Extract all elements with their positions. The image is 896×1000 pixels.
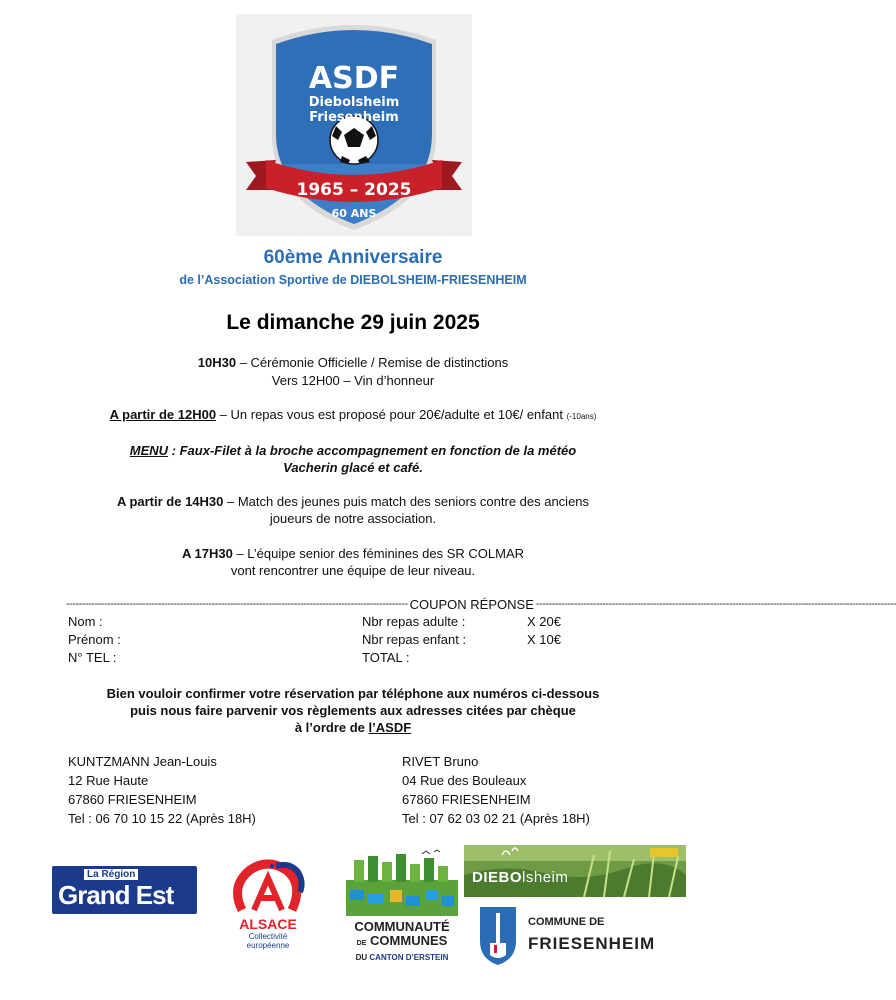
coupon-phone-label: N° TEL : — [68, 650, 117, 665]
alsace-emblem-icon — [228, 860, 308, 916]
anniversary-subtitle: de l’Association Sportive de DIEBOLSHEIM-FRIESENHEIM — [179, 273, 527, 287]
menu-line-1 — [0, 443, 706, 458]
coupon-firstname-label: Prénom : — [68, 632, 121, 647]
alsace-name: ALSACE — [239, 916, 297, 932]
contact-card-1 — [68, 752, 256, 828]
match-line-2: joueurs de notre association. — [269, 511, 437, 526]
contact-city: 67860 FRIESENHEIM — [68, 792, 197, 807]
ccce-mosaic-icon — [346, 850, 458, 916]
contact-street: 04 Rue des Bouleaux — [402, 773, 527, 788]
match-line-1 — [0, 494, 706, 509]
women-line-1 — [0, 546, 706, 561]
contact-name: RIVET Bruno — [402, 754, 479, 769]
friesenheim-logo — [464, 903, 686, 967]
friesenheim-shield-icon — [478, 905, 518, 967]
meal-text: – Un repas vous est proposé pour 20€/adulte et 10€/ enfant — [216, 407, 567, 422]
meal-note: (-10ans) — [566, 412, 597, 421]
menu-line-2: Vacherin glacé et café. — [283, 460, 423, 475]
ccce-line-1: COMMUNAUTÉ — [354, 919, 450, 934]
match-time: A partir de 14H30 — [116, 494, 224, 509]
alsace-sub-1: Collectivité — [248, 932, 288, 941]
anniversary-title: 60ème Anniversaire — [263, 247, 443, 268]
meal-time: A partir de 12H00 — [109, 407, 217, 422]
diebolsheim-text — [472, 869, 568, 886]
crest-line1: Diebolsheim — [308, 95, 400, 110]
wine-line: Vers 12H00 – Vin d’honneur — [271, 373, 435, 388]
coupon-child-price: X 10€ — [527, 632, 561, 647]
instructions-line-3 — [0, 720, 706, 735]
friesenheim-name: FRIESENHEIM — [528, 934, 656, 953]
crest-line2: Friesenheim — [309, 110, 399, 125]
alsace-logo — [228, 860, 308, 952]
ceremony-time: 10H30 — [197, 355, 237, 370]
grandest-top-text: La Région — [84, 869, 138, 880]
diebolsheim-logo — [464, 845, 686, 897]
diebolsheim-text-b: lsheim — [522, 869, 569, 886]
alsace-sub — [228, 932, 308, 950]
meal-line — [0, 407, 706, 422]
coupon-child-label: Nbr repas enfant : — [362, 632, 467, 647]
coupon-dash-right: ------------------------------------------------------------------------------------------------------------------ — [535, 598, 896, 610]
ceremony-text: – Cérémonie Officielle / Remise de distinctions — [236, 355, 509, 370]
alsace-sub-2: européenne — [246, 941, 290, 950]
crest-anniversary: 60 ANS — [331, 207, 377, 220]
contact-street: 12 Rue Haute — [68, 773, 149, 788]
event-date: Le dimanche 29 juin 2025 — [226, 311, 480, 334]
women-text-1: – L’équipe senior des féminines des SR COLMAR — [232, 546, 525, 561]
grand-est-logo — [52, 866, 197, 914]
women-line-2: vont rencontrer une équipe de leur niveau. — [230, 563, 476, 578]
ccce-line-3a: DU — [355, 953, 368, 962]
coupon-header — [66, 596, 896, 612]
ccce-line-3b: CANTON D’ERSTEIN — [369, 953, 449, 962]
instructions-line-2: puis nous faire parvenir vos règlements aux adresses citées par chèque — [130, 703, 576, 718]
contact-phone: Tel : 07 62 03 02 21 (Après 18H) — [402, 811, 590, 826]
coupon-dash-left: ------------------------------------------------------------------------------------------------------------ — [66, 598, 408, 610]
ccce-line-2b: COMMUNES — [370, 933, 448, 948]
menu-label: MENU — [129, 443, 169, 458]
contact-card-2 — [402, 752, 590, 828]
contact-city: 67860 FRIESENHEIM — [402, 792, 531, 807]
coupon-title: COUPON RÉPONSE — [409, 596, 534, 612]
contact-name: KUNTZMANN Jean-Louis — [68, 754, 217, 769]
match-text-1: – Match des jeunes puis match des seniors contre des anciens — [223, 494, 590, 509]
instructions-org: l’ASDF — [368, 720, 412, 735]
coupon-name-label: Nom : — [68, 614, 103, 629]
friesenheim-prefix: COMMUNE DE — [528, 916, 605, 928]
instructions-prefix: à l’ordre de — [294, 720, 369, 735]
crest-years: 1965 – 2025 — [296, 180, 412, 200]
women-time: A 17H30 — [181, 546, 233, 561]
asdf-crest-logo — [236, 14, 472, 236]
contact-phone: Tel : 06 70 10 15 22 (Après 18H) — [68, 811, 256, 826]
ccce-line-2a: DE — [356, 940, 367, 947]
menu-text-1: : Faux-Filet à la broche accompagnement en fonction de la météo — [168, 443, 577, 458]
ccce-text — [346, 920, 458, 965]
instructions-line-1: Bien vouloir confirmer votre réservation par téléphone aux numéros ci-dessous — [106, 686, 600, 701]
ceremony-line — [0, 355, 706, 370]
diebolsheim-text-a: DIEBO — [472, 869, 523, 886]
coupon-adult-price: X 20€ — [527, 614, 561, 629]
coupon-total-label: TOTAL : — [362, 650, 410, 665]
crest-acronym: ASDF — [308, 61, 400, 96]
grandest-main-text: Grand Est — [58, 880, 174, 910]
coupon-adult-label: Nbr repas adulte : — [362, 614, 466, 629]
communaute-de-communes-logo — [346, 850, 458, 970]
